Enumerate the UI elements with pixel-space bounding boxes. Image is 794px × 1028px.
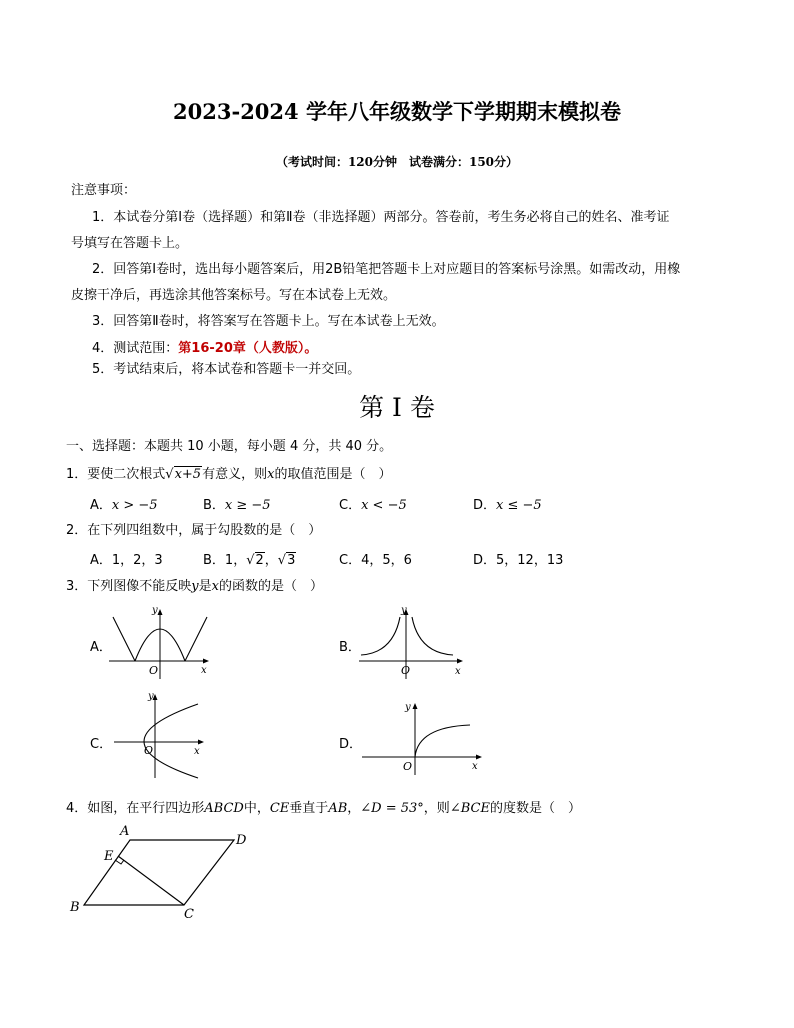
note-5: 5．考试结束后，将本试卷和答题卡一并交回。 xyxy=(92,362,361,377)
q1-option-c-label: C． xyxy=(339,498,362,513)
q2-option-c[interactable]: C．4，5，6 xyxy=(339,553,412,568)
q4-m3: ， xyxy=(347,801,361,816)
q2-root-2: √2 xyxy=(246,553,264,568)
graph-d-x-label: x xyxy=(472,761,478,772)
graph-b-left-branch xyxy=(361,617,400,655)
q1-option-b-label: B． xyxy=(203,498,225,513)
q2-root-3: √3 xyxy=(277,553,296,568)
q1-option-d-label: D． xyxy=(473,498,497,513)
note-4-range: 第16-20章（人教版） xyxy=(178,341,305,356)
q2-option-b[interactable] xyxy=(203,549,296,568)
part1-heading: 一、选择题：本题共 10 小题，每小题 4 分，共 40 分。 xyxy=(66,439,393,454)
graph-b-x-arrow-icon xyxy=(457,659,463,664)
point-b-label: B xyxy=(70,900,80,915)
q3-y: y xyxy=(191,579,199,594)
note-2-line-1: 2．回答第Ⅰ卷时，选出每小题答案后，用2B铅笔把答题卡上对应题目的答案标号涂黑。如需改动，用橡 xyxy=(92,262,681,277)
q1-option-c[interactable] xyxy=(339,494,407,513)
q2-option-b-sep: ， xyxy=(264,553,278,568)
note-4-suffix: 。 xyxy=(304,341,318,356)
graph-c-x-arrow-icon xyxy=(198,740,204,745)
point-d-label: D xyxy=(236,833,247,848)
q1-radical: √x+5 xyxy=(165,467,202,482)
q1-suffix-b: 的取值范围是（ ） xyxy=(274,467,392,482)
graph-c-y-label: y xyxy=(148,691,154,702)
note-1-line-2: 号填写在答题卡上。 xyxy=(71,236,189,251)
exam-title: 2023-2024 学年八年级数学下学期期末模拟卷 xyxy=(173,99,621,124)
q4-abcd: ABCD xyxy=(204,801,244,816)
q1-option-d-expr: x ≤ −5 xyxy=(496,498,542,513)
section-title: 第 I 卷 xyxy=(359,393,435,422)
q3-mid: 是 xyxy=(198,579,212,594)
graph-c-x-label: x xyxy=(194,746,200,757)
q3-x: x xyxy=(211,579,219,594)
q2-option-d[interactable]: D．5，12，13 xyxy=(473,553,564,568)
segment-ce xyxy=(118,856,184,905)
graph-d-y-label: y xyxy=(405,702,411,713)
graph-b-right-branch xyxy=(412,617,453,655)
note-1-line-1: 1．本试卷分第Ⅰ卷（选择题）和第Ⅱ卷（非选择题）两部分。答卷前，考生务必将自己的姓名、准考证 xyxy=(92,210,670,225)
graph-c-origin-label: O xyxy=(144,744,154,757)
q3-graph-a[interactable] xyxy=(105,603,215,683)
q3-suffix: 的函数的是（ ） xyxy=(219,579,324,594)
q1-option-a-label: A． xyxy=(90,498,112,513)
note-2-line-2: 皮擦干净后，再选涂其他答案标号。写在本试卷上无效。 xyxy=(71,288,397,303)
q2-option-a[interactable]: A．1，2，3 xyxy=(90,553,163,568)
exam-subtitle: （考试时间：120分钟 试卷满分：150分） xyxy=(275,155,519,169)
q4-angle-d: ∠D = 53° xyxy=(360,801,424,816)
q1-option-d[interactable] xyxy=(473,494,542,513)
q4-prefix: 4．如图，在平行四边形 xyxy=(66,801,205,816)
question-2-stem: 2．在下列四组数中，属于勾股数的是（ ） xyxy=(66,523,322,538)
q1-option-b-expr: x ≥ −5 xyxy=(224,498,271,513)
q1-option-a[interactable] xyxy=(90,494,158,513)
graph-a-y-label: y xyxy=(152,605,158,616)
q3-graph-d[interactable] xyxy=(360,697,485,779)
q4-parallelogram-figure xyxy=(64,820,254,920)
right-angle-mark xyxy=(115,860,124,864)
q4-angle-bce: ∠BCE xyxy=(449,801,490,816)
q3-prefix: 3．下列图像不能反映 xyxy=(66,579,192,594)
note-4 xyxy=(92,339,317,359)
q1-option-a-expr: x > −5 xyxy=(111,498,158,513)
q4-ab: AB xyxy=(328,801,348,816)
graph-b-y-label: y xyxy=(401,605,407,616)
question-3-stem xyxy=(66,577,323,597)
q1-radicand: x+5 xyxy=(174,467,202,482)
graph-a-x-arrow-icon xyxy=(203,659,209,664)
q3-graph-c[interactable] xyxy=(110,688,215,780)
graph-d-sqrt-curve xyxy=(415,725,470,757)
q1-prefix: 1．要使二次根式 xyxy=(66,467,166,482)
graph-d-x-arrow-icon xyxy=(476,755,482,760)
q3-option-b-label[interactable]: B． xyxy=(339,640,361,655)
q1-var: x xyxy=(267,467,275,482)
q1-option-b[interactable] xyxy=(203,494,271,513)
q4-m4: ，则 xyxy=(423,801,450,816)
point-a-label: A xyxy=(120,824,130,839)
graph-a-x-label: x xyxy=(201,665,207,676)
note-4-prefix: 4．测试范围： xyxy=(92,341,179,356)
q4-m1: 中， xyxy=(243,801,270,816)
q1-option-c-expr: x < −5 xyxy=(361,498,407,513)
graph-d-y-arrow-icon xyxy=(413,703,418,709)
q1-suffix-a: 有意义，则 xyxy=(202,467,268,482)
notes-heading: 注意事项： xyxy=(71,183,137,198)
q2-root-2-value: 2 xyxy=(255,553,264,568)
graph-d-origin-label: O xyxy=(403,760,413,773)
q3-graph-b[interactable] xyxy=(357,603,467,683)
q4-suffix: 的度数是（ ） xyxy=(489,801,581,816)
graph-b-x-label: x xyxy=(455,666,461,677)
q2-root-3-value: 3 xyxy=(287,553,296,568)
graph-c-sideways-parabola xyxy=(144,704,198,778)
question-4-stem xyxy=(66,799,581,819)
q3-option-d-label[interactable]: D． xyxy=(339,737,363,752)
q4-m2: 垂直于 xyxy=(289,801,329,816)
note-3: 3．回答第Ⅱ卷时，将答案写在答题卡上。写在本试卷上无效。 xyxy=(92,314,445,329)
point-e-label: E xyxy=(104,849,114,864)
point-c-label: C xyxy=(184,907,194,920)
q2-option-b-label: B．1， xyxy=(203,553,247,568)
q3-option-a-label[interactable]: A． xyxy=(90,640,112,655)
q3-option-c-label[interactable]: C． xyxy=(90,737,113,752)
question-1-stem xyxy=(66,465,391,485)
graph-b-origin-label: O xyxy=(401,664,411,677)
graph-a-origin-label: O xyxy=(149,664,159,677)
graph-a-y-arrow-icon xyxy=(158,609,163,615)
q4-ce: CE xyxy=(269,801,290,816)
